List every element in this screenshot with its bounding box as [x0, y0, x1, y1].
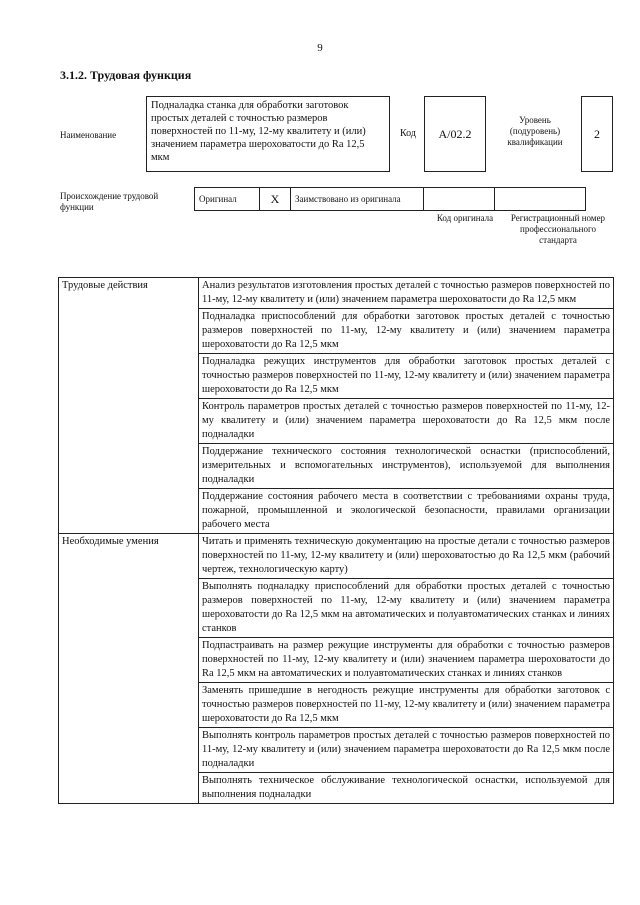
name-label: Наименование: [60, 130, 117, 140]
original-label-cell: Оригинал: [195, 188, 260, 211]
labor-action-item: Поддержание состояния рабочего места в соответствии с требованиями охраны труда, пожарной, промышленной и экологической безопасности, правилами организации рабочего места: [199, 489, 614, 534]
level-label: Уровень (подуровень) квалификации: [507, 115, 563, 147]
page-number: 9: [317, 42, 323, 54]
borrowed-label-cell: Заимствовано из оригинала: [291, 188, 424, 211]
labor-action-item: Контроль параметров простых деталей с точностью размеров поверхностей по 11-му, 12-му квалитету и (или) значением параметра шероховатости до Ra 12,5 мкм после подналадки: [199, 399, 614, 444]
skill-item: Выполнять техническое обслуживание технологической оснастки, используемой для выполнения подналадки: [199, 773, 614, 804]
labor-action-item: Подналадка приспособлений для обработки заготовок простых деталей с точностью размеров поверхностей по 11-му, 12-му квалитету и (или) значением параметра шероховатости до Ra 12,5 мкм: [199, 309, 614, 354]
level-value-box: 2: [581, 96, 613, 172]
required-skills-label: Необходимые умения: [59, 534, 199, 804]
code-label: Код: [400, 128, 416, 139]
section-title: 3.1.2. Трудовая функция: [60, 68, 192, 82]
function-code-box: A/02.2: [424, 96, 486, 172]
original-code-cell: [424, 188, 495, 211]
code-caption: Код оригинала: [436, 213, 494, 223]
original-mark-cell: X: [260, 188, 291, 211]
labor-action-item: Подналадка режущих инструментов для обработки заготовок простых деталей с точностью размеров поверхностей по 11-му, 12-му квалитету и (или) значением параметра шероховатости до Ra 12,5 мкм: [199, 354, 614, 399]
labor-actions-label: Трудовые действия: [59, 278, 199, 534]
function-name-box: Подналадка станка для обработки заготовок простых деталей с точностью размеров поверхностей по 11-му, 12-му квалитету и (или) значением параметра шероховатости до Ra 12,5 мкм: [146, 96, 390, 172]
labor-action-item: Поддержание технического состояния технологической оснастки (приспособлений, измерительных и вспомогательных инструментов), используемой для выполнения подналадки: [199, 444, 614, 489]
origin-table: [194, 187, 586, 211]
skill-item: Читать и применять техническую документацию на простые детали с точностью размеров поверхностей по 11-му, 12-му квалитету и (или) шероховатостью до Ra 12,5 мкм (рабочий чертеж, технологическую карту): [199, 534, 614, 579]
skill-item: Выполнять подналадку приспособлений для обработки простых деталей с точностью размеров поверхностей по 11-му, 12-му квалитету и (или) значением параметра шероховатости до Ra 12,5 мкм на автоматических и полуавтоматических станках и линиях станков: [199, 579, 614, 638]
skill-item: Подпастраивать на размер режущие инструменты для обработки с точностью размеров поверхностей по 11-му, 12-му квалитету и (или) значением параметра шероховатости до Ra 12,5 мкм на автоматических и полуавтоматических станках и линиях станков: [199, 638, 614, 683]
origin-label: Происхождение трудовой функции: [60, 191, 159, 212]
function-content-table: [58, 277, 614, 804]
registration-caption: Регистрационный номер профессионального стандарта: [510, 213, 606, 245]
skill-item: Выполнять контроль параметров простых деталей с точностью размеров поверхностей по 11-му, 12-му квалитету и (или) значением параметра шероховатости до Ra 12,5 мкм после подналадки: [199, 728, 614, 773]
skill-item: Заменять пришедшие в негодность режущие инструменты для обработки заготовок с точностью размеров поверхностей по 11-му, 12-му квалитету и (или) значением параметра шероховатости до Ra 12,5 мкм: [199, 683, 614, 728]
registration-number-cell: [495, 188, 586, 211]
labor-action-item: Анализ результатов изготовления простых деталей с точностью размеров поверхностей по 11-му, 12-му квалитету и (или) значением параметра шероховатости до Ra 12,5 мкм: [199, 278, 614, 309]
